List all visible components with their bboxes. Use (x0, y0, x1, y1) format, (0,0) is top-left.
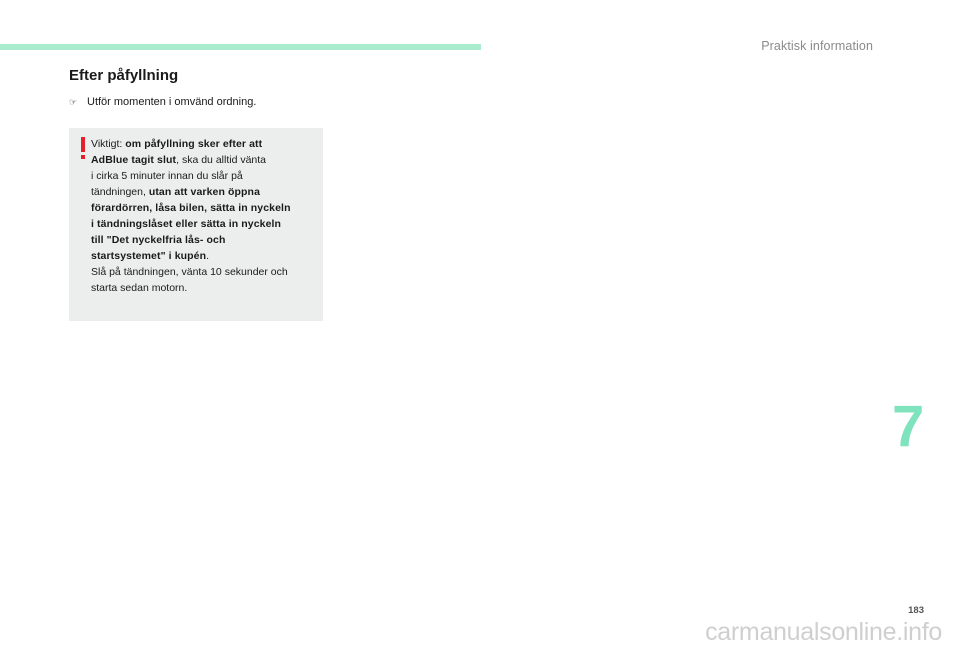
header-accent-bar (0, 44, 481, 50)
warning-run: Slå på tändningen, vänta 10 sekunder och (91, 266, 288, 278)
chapter-number: 7 (892, 394, 925, 459)
warning-emphasis: utan att varken öppna (148, 186, 261, 198)
arrow-bullet-icon: ☞ (69, 96, 78, 107)
warning-line (91, 200, 321, 216)
exclamation-icon (79, 137, 87, 159)
warning-line (91, 152, 321, 168)
warning-run: Viktigt: (91, 138, 126, 150)
page-number: 183 (908, 605, 924, 616)
warning-emphasis: startsystemet" i kupén (91, 250, 207, 262)
warning-emphasis: AdBlue tagit slut (91, 154, 177, 166)
warning-run: . (206, 250, 210, 262)
warning-emphasis: förardörren, låsa bilen, sätta in nyckeln (91, 202, 291, 214)
warning-run: starta sedan motorn. (91, 282, 188, 294)
warning-line (91, 168, 321, 184)
warning-emphasis: om påfyllning sker efter att (125, 138, 263, 150)
warning-box (69, 128, 323, 321)
warning-run: i cirka 5 minuter innan du slår på (91, 170, 243, 182)
warning-emphasis: till "Det nyckelfria lås- och (91, 234, 226, 246)
warning-line (91, 264, 321, 280)
warning-line (91, 248, 321, 264)
section-label: Praktisk information (761, 39, 873, 53)
watermark: carmanualsonline.info (705, 618, 942, 646)
warning-line (91, 136, 321, 152)
warning-emphasis: i tändningslåset eller sätta in nyckeln (91, 218, 282, 230)
warning-run: , ska du alltid vänta (176, 154, 267, 166)
warning-line (91, 184, 321, 200)
instruction-item (69, 96, 256, 108)
warning-line (91, 232, 321, 248)
page-heading: Efter påfyllning (69, 67, 179, 84)
instruction-text: Utför momenten i omvänd ordning. (87, 96, 257, 108)
warning-run: tändningen, (91, 186, 149, 198)
warning-line (91, 280, 321, 296)
warning-text (91, 136, 321, 296)
warning-line (91, 216, 321, 232)
